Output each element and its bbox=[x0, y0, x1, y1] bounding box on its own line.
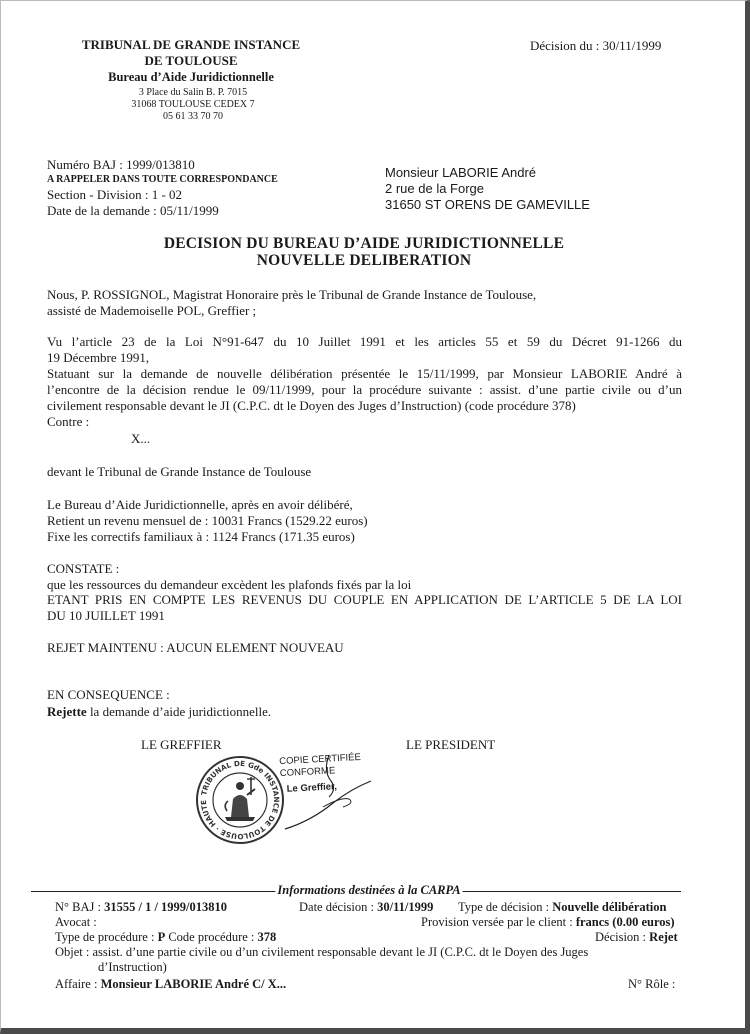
court-phone: 05 61 33 70 70 bbox=[163, 111, 223, 122]
carpa-affaire bbox=[55, 977, 286, 992]
carpa-type-procedure-value: P bbox=[157, 930, 166, 944]
carpa-baj-value: 31555 / 1 / 1999/013810 bbox=[104, 900, 228, 914]
bureau-delibere: Le Bureau d’Aide Juridictionnelle, après en avoir délibéré, bbox=[47, 497, 353, 512]
nous-line-1: Nous, P. ROSSIGNOL, Magistrat Honoraire près le Tribunal de Grande Instance de Toulouse, bbox=[47, 287, 537, 302]
court-address: 3 Place du Salin B. P. 7015 bbox=[138, 87, 248, 98]
recipient-city: 31650 ST ORENS DE GAMEVILLE bbox=[385, 197, 590, 212]
court-postal: 31068 TOULOUSE CEDEX 7 bbox=[131, 99, 255, 110]
recipient-street: 2 rue de la Forge bbox=[385, 181, 485, 196]
stamp-line-1: COPIE CERTIFIÉE bbox=[279, 751, 362, 768]
carpa-baj-label: N° BAJ : bbox=[55, 900, 105, 914]
president-label: LE PRESIDENT bbox=[406, 737, 496, 752]
court-city: DE TOULOUSE bbox=[144, 53, 238, 68]
stamp-line-2: CONFORME bbox=[279, 765, 336, 780]
carpa-objet-2: d’Instruction) bbox=[98, 960, 167, 974]
rappel-notice: A RAPPELER DANS TOUTE CORRESPONDANCE bbox=[47, 174, 278, 185]
carpa-provision bbox=[421, 915, 675, 930]
vu-line-2: 19 Décembre 1991, bbox=[47, 350, 150, 365]
carpa-decision-value: Rejet bbox=[649, 930, 678, 944]
carpa-date-value: 30/11/1999 bbox=[377, 900, 434, 914]
carpa-provision-label: Provision versée par le client : bbox=[421, 915, 576, 929]
carpa-avocat: Avocat : bbox=[55, 915, 97, 929]
carpa-objet-1: Objet : assist. d’une partie civile ou d’un civilement responsable devant le JI (C.P.C. dt le Doyen des Juges bbox=[55, 945, 589, 959]
carpa-provision-value: francs (0.00 euros) bbox=[575, 915, 675, 929]
recipient-name: Monsieur LABORIE André bbox=[385, 165, 537, 180]
bureau-name: Bureau d’Aide Juridictionnelle bbox=[108, 70, 274, 84]
etant-line-1: ETANT PRIS EN COMPTE LES REVENUS DU COUPLE EN APPLICATION DE L’ARTICLE 5 DE LA LOI bbox=[47, 592, 682, 607]
greffier-label: LE GREFFIER bbox=[141, 737, 222, 752]
etant-line-2: DU 10 JUILLET 1991 bbox=[47, 608, 165, 623]
ressources-line: que les ressources du demandeur excèdent les plafonds fixés par la loi bbox=[47, 577, 412, 592]
document-page bbox=[3, 3, 741, 1023]
carpa-decision-label: Décision : bbox=[595, 930, 650, 944]
document-title: DECISION DU BUREAU D’AIDE JURIDICTIONNELLE bbox=[163, 235, 565, 252]
carpa-affaire-label: Affaire : bbox=[55, 977, 101, 991]
vu-line-1: Vu l’article 23 de la Loi N°91-647 du 10 Juillet 1991 et les articles 55 et 59 du Décret 91-1266 du bbox=[47, 334, 682, 349]
carpa-type-procedure-label: Type de procédure : bbox=[55, 930, 158, 944]
revenu-mensuel: Retient un revenu mensuel de : 10031 Francs (1529.22 euros) bbox=[47, 513, 368, 528]
contre-label: Contre : bbox=[47, 414, 90, 429]
carpa-date-label: Date décision : bbox=[299, 900, 378, 914]
carpa-procedure bbox=[55, 930, 276, 945]
constate-label: CONSTATE : bbox=[47, 561, 120, 576]
carpa-date-decision bbox=[299, 900, 433, 915]
carpa-type-decision bbox=[458, 900, 666, 915]
carpa-affaire-value: Monsieur LABORIE André C/ X... bbox=[100, 977, 287, 991]
carpa-type-value: Nouvelle délibération bbox=[552, 900, 667, 914]
decision-date: Décision du : 30/11/1999 bbox=[530, 38, 662, 53]
document-subtitle: NOUVELLE DELIBERATION bbox=[256, 252, 472, 269]
seal-text: TRIBUNAL DE Gde INSTANCE DE TOULOUSE · HAUTE bbox=[198, 758, 282, 842]
date-demande: Date de la demande : 05/11/1999 bbox=[47, 203, 219, 218]
nous-line-2: assisté de Mademoiselle POL, Greffier ; bbox=[47, 303, 257, 318]
contre-party: X... bbox=[131, 431, 151, 446]
devant-tribunal: devant le Tribunal de Grande Instance de Toulouse bbox=[47, 464, 312, 479]
rejette-line bbox=[47, 704, 271, 720]
carpa-heading: Informations destinées à la CARPA bbox=[277, 883, 461, 897]
stamp-line-3: Le Greffier, bbox=[286, 781, 338, 795]
court-name: TRIBUNAL DE GRANDE INSTANCE bbox=[81, 37, 301, 52]
carpa-type-label: Type de décision : bbox=[458, 900, 553, 914]
greffier-signature bbox=[271, 751, 381, 831]
statuant-line-2: l’encontre de la décision rendue le 09/11/1999, pour la procédure suivante : assist. d’une partie civile ou d’un bbox=[47, 382, 682, 397]
numero-baj: Numéro BAJ : 1999/013810 bbox=[47, 157, 195, 172]
rejet-maintenu: REJET MAINTENU : AUCUN ELEMENT NOUVEAU bbox=[47, 640, 344, 655]
statuant-line-1: Statuant sur la demande de nouvelle délibération présentée le 15/11/1999, par Monsieur LABORIE André à bbox=[47, 366, 682, 381]
consequence-label: EN CONSEQUENCE : bbox=[47, 687, 170, 702]
carpa-decision bbox=[595, 930, 678, 945]
rejette-rest: la demande d’aide juridictionnelle. bbox=[86, 704, 272, 719]
rejette-word: Rejette bbox=[47, 704, 87, 719]
carpa-code-value: 378 bbox=[257, 930, 277, 944]
carpa-baj bbox=[55, 900, 227, 915]
section-division: Section - Division : 1 - 02 bbox=[47, 187, 183, 202]
carpa-role: N° Rôle : bbox=[628, 977, 676, 991]
statuant-line-3: civilement responsable devant le JI (C.P.C. dt le Doyen des Juges d’Instruction) (code procédure 378) bbox=[47, 398, 576, 413]
carpa-code-label: Code procédure : bbox=[165, 930, 258, 944]
correctifs-familiaux: Fixe les correctifs familiaux à : 1124 Francs (171.35 euros) bbox=[47, 529, 355, 544]
